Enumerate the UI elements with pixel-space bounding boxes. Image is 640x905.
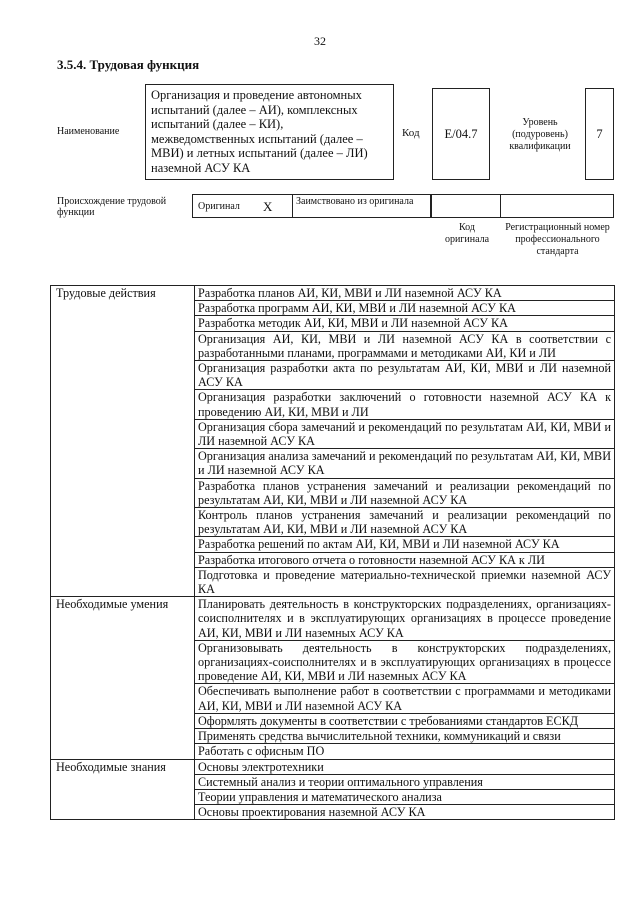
- category-cell: Трудовые действия: [51, 286, 195, 597]
- item-cell: Обеспечивать выполнение работ в соответствии с программами и методиками АИ, КИ, МВИ и ЛИ наземной АСУ КА: [195, 684, 615, 713]
- item-cell: Применять средства вычислительной техники, коммуникаций и связи: [195, 729, 615, 744]
- item-cell: Основы проектирования наземной АСУ КА: [195, 805, 615, 820]
- item-cell: Подготовка и проведение материально-технической приемки наземной АСУ КА: [195, 567, 615, 596]
- item-cell: Разработка методик АИ, КИ, МВИ и ЛИ наземной АСУ КА: [195, 316, 615, 331]
- blank-cell: [501, 195, 615, 217]
- item-cell: Теории управления и математического анализа: [195, 789, 615, 804]
- item-cell: Организация АИ, КИ, МВИ и ЛИ наземной АСУ КА в соответствии с разработанными планами, программами и методиками АИ, КИ и ЛИ: [195, 331, 615, 360]
- item-cell: Разработка планов устранения замечаний и реализации рекомендаций по результатам АИ, КИ, МВИ и ЛИ наземной АСУ КА: [195, 478, 615, 507]
- item-cell: Организация анализа замечаний и рекомендаций по результатам АИ, КИ, МВИ и ЛИ наземной АСУ КА: [195, 449, 615, 478]
- table-row: [51, 286, 615, 301]
- item-cell: Организация разработки акта по результатам АИ, КИ, МВИ и ЛИ наземной АСУ КА: [195, 361, 615, 390]
- table-row: [51, 597, 615, 641]
- category-cell: Необходимые знания: [51, 759, 195, 820]
- item-cell: Оформлять документы в соответствии с требованиями стандартов ЕСКД: [195, 713, 615, 728]
- category-cell: Необходимые умения: [51, 597, 195, 759]
- original-label: Оригинал: [198, 200, 240, 212]
- item-cell: Разработка программ АИ, КИ, МВИ и ЛИ наземной АСУ КА: [195, 301, 615, 316]
- table-row: [51, 759, 615, 774]
- borrowed-cell: Заимствовано из оригинала: [293, 195, 432, 217]
- item-cell: Работать с офисным ПО: [195, 744, 615, 759]
- original-mark: X: [263, 199, 273, 214]
- reg-number-label: Регистрационный номер профессионального стандарта: [505, 222, 610, 257]
- page-number: 32: [314, 34, 326, 48]
- level-value: 7: [585, 88, 614, 180]
- divider: [430, 194, 431, 218]
- name-label: Наименование: [57, 126, 120, 137]
- item-cell: Разработка решений по актам АИ, КИ, МВИ и ЛИ наземной АСУ КА: [195, 537, 615, 552]
- item-cell: Основы электротехники: [195, 759, 615, 774]
- item-cell: Организация сбора замечаний и рекомендаций по результатам АИ, КИ, МВИ и ЛИ наземной АСУ КА: [195, 419, 615, 448]
- item-cell: Системный анализ и теории оптимального управления: [195, 774, 615, 789]
- item-cell: Разработка планов АИ, КИ, МВИ и ЛИ наземной АСУ КА: [195, 286, 615, 301]
- item-cell: Организовывать деятельность в конструкторских подразделениях, организациях-соисполнителях и в эксплуатирующих организациях в процессе проведение АИ, КИ, МВИ и ЛИ наземных АСУ КА: [195, 640, 615, 684]
- origin-row: [192, 194, 614, 218]
- item-cell: Планировать деятельность в конструкторских подразделениях, организациях-соисполнителях и в эксплуатирующих организациях в процессе проведение АИ, КИ, МВИ и ЛИ наземных АСУ КА: [195, 597, 615, 641]
- borrowed-mark-cell: [432, 195, 501, 217]
- divider: [500, 194, 501, 218]
- section-title: 3.5.4. Трудовая функция: [57, 57, 200, 72]
- item-cell: Разработка итогового отчета о готовности наземной АСУ КА к ЛИ: [195, 552, 615, 567]
- original-cell: [193, 195, 293, 217]
- item-cell: Организация разработки заключений о готовности наземной АСУ КА к проведению АИ, КИ, МВИ и ЛИ: [195, 390, 615, 419]
- level-label: Уровень (подуровень) квалификации: [509, 117, 571, 152]
- code-original-label: Код оригинала: [444, 222, 490, 245]
- function-table: [50, 285, 615, 820]
- item-cell: Контроль планов устранения замечаний и реализации рекомендаций по результатам АИ, КИ, МВИ и ЛИ наземной АСУ КА: [195, 508, 615, 537]
- code-value: E/04.7: [432, 88, 490, 180]
- code-label: Код: [402, 127, 420, 139]
- origin-label: Происхождение трудовой функции: [57, 196, 167, 218]
- name-value: Организация и проведение автономных испытаний (далее – АИ), комплексных испытаний (далее – КИ), межведомственных испытаний (далее – МВИ) и летных испытаний (далее – ЛИ) наземной АСУ КА: [145, 84, 394, 180]
